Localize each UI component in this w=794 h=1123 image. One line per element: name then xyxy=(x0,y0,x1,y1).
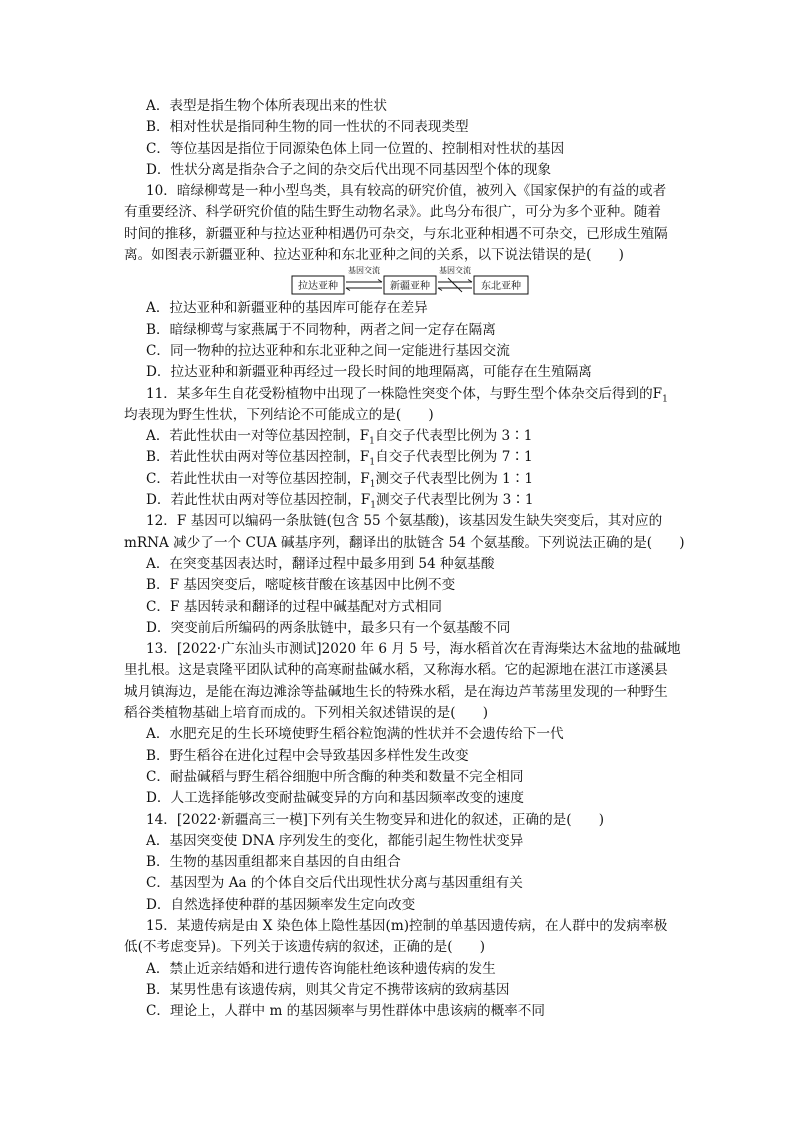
q15-stem-line-1: 15．某遗传病是由 X 染色体上隐性基因(m)控制的单基因遗传病，在人群中的发病率极 xyxy=(146,917,668,934)
question-9 xyxy=(124,96,670,181)
q12-stem-line-1: 12．F 基因可以编码一条肽链(包含 55 个氨基酸)，该基因发生缺失突变后，其对应的 xyxy=(146,513,663,530)
q10-stem-line-4: 离。如图表示新疆亚种、拉达亚种和东北亚种之间的关系，以下说法错误的是( ) xyxy=(124,247,624,264)
question-11 xyxy=(124,384,670,512)
q11-stem-line-2: 均表现为野生性状，下列结论不可能成立的是( ) xyxy=(124,406,434,423)
question-14 xyxy=(124,810,670,916)
q15-stem-line-2: 低(不考虑变异)。下列关于该遗传病的叙述，正确的是( ) xyxy=(124,939,486,956)
q13-option-c: C．耐盐碱稻与野生稻谷细胞中所含酶的种类和数量不完全相同 xyxy=(146,768,524,785)
question-13 xyxy=(124,639,681,809)
gene-flow-label-1: 基因交流 xyxy=(348,266,380,276)
q9-option-a: A．表型是指生物个体所表现出来的性状 xyxy=(146,98,387,114)
q12-stem-line-2: mRNA 减少了一个 CUA 碱基序列，翻译出的肽链含 54 个氨基酸。下列说法正确的是( ) xyxy=(124,534,685,551)
q9-option-b: B．相对性状是指同种生物的同一性状的不同表现类型 xyxy=(146,119,469,136)
q13-option-b: B．野生稻谷在进化过程中会导致基因多样性发生改变 xyxy=(146,747,469,764)
q10-option-d: D．拉达亚种和新疆亚种再经过一段长时间的地理隔离，可能存在生殖隔离 xyxy=(146,364,592,381)
q10-option-a: A．拉达亚种和新疆亚种的基因库可能存在差异 xyxy=(146,300,428,317)
gene-flow-label-2: 基因交流 xyxy=(439,266,471,276)
q13-stem-line-1: 13．[2022·广东汕头市测试]2020 年 6 月 5 号，海水稻首次在青海柴达木盆地的盐碱地 xyxy=(146,641,681,658)
q15-option-b: B．某男性患有该遗传病，则其父肯定不携带该病的致病基因 xyxy=(146,981,510,998)
q13-stem-line-2: 里扎根。这是袁隆平团队试种的高寒耐盐碱水稻，又称海水稻。它的起源地在湛江市遂溪县 xyxy=(124,662,668,679)
double-arrow-icon xyxy=(346,280,382,291)
q12-option-d: D．突变前后所编码的两条肽链中，最多只有一个氨基酸不同 xyxy=(146,619,511,636)
question-15 xyxy=(124,916,670,1022)
q14-option-b: B．生物的基因重组都来自基因的自由组合 xyxy=(146,854,401,871)
q13-stem-line-3: 城月镇海边，是能在海边滩涂等盐碱地生长的特殊水稻，是在海边芦苇荡里发现的一种野生 xyxy=(124,683,668,700)
q15-option-a: A．禁止近亲结婚和进行遗传咨询能杜绝该种遗传病的发生 xyxy=(146,960,496,977)
question-list xyxy=(124,96,685,1022)
q11-option-c: C．若此性状由一对等位基因控制，$F_1$测交子代表型比例为 1∶1 xyxy=(146,470,534,490)
box-xinjiang-label: 新疆亚种 xyxy=(390,281,430,293)
q14-option-d: D．自然选择使种群的基因频率发生定向改变 xyxy=(146,896,416,913)
q13-option-d: D．人工选择能够改变耐盐碱变异的方向和基因频率改变的速度 xyxy=(146,790,524,807)
question-12 xyxy=(124,511,685,639)
q13-stem-line-4: 稻谷类植物基础上培育而成的。下列相关叙述错误的是( ) xyxy=(124,705,489,722)
q12-option-b: B．F 基因突变后，嘧啶核苷酸在该基因中比例不变 xyxy=(146,577,456,594)
q9-option-c: C．等位基因是指位于同源染色体上同一位置的、控制相对性状的基因 xyxy=(146,140,565,157)
q11-option-b: B．若此性状由两对等位基因控制，$F_1$自交子代表型比例为 7∶1 xyxy=(146,449,533,469)
q12-option-a: A．在突变基因表达时，翻译过程中最多用到 54 种氨基酸 xyxy=(146,555,495,572)
q10-option-b: B．暗绿柳莺与家燕属于不同物种，两者之间一定存在隔离 xyxy=(146,321,496,338)
q14-option-a: A．基因突变使 DNA 序列发生的变化，都能引起生物性状变异 xyxy=(146,832,524,849)
q15-option-c: C．理论上，人群中 m 的基因频率与男性群体中患该病的概率不同 xyxy=(146,1003,545,1020)
q10-diagram-svg xyxy=(290,266,530,298)
q13-option-a: A．水肥充足的生长环境使野生稻谷粒饱满的性状并不会遗传给下一代 xyxy=(146,726,564,743)
q14-option-c: C．基因型为 Aa 的个体自交后代出现性状分离与基因重组有关 xyxy=(146,875,523,892)
q9-option-d: D．性状分离是指杂合子之间的杂交后代出现不同基因型个体的现象 xyxy=(146,161,552,178)
q14-stem-line-1: 14．[2022·新疆高三一模]下列有关生物变异和进化的叙述，正确的是( ) xyxy=(146,811,605,828)
q11-stem-line-1: 11．某多年生自花受粉植物中出现了一株隐性突变个体，与野生型个体杂交后得到的$F_1$ xyxy=(146,385,668,405)
q10-stem-line-1: 10．暗绿柳莺是一种小型鸟类，具有较高的研究价值，被列入《国家保护的有益的或者 xyxy=(146,183,667,200)
q11-option-a: A．若此性状由一对等位基因控制，$F_1$自交子代表型比例为 3∶1 xyxy=(146,428,533,447)
q12-option-c: C．F 基因转录和翻译的过程中碱基配对方式相同 xyxy=(146,598,443,615)
question-10 xyxy=(124,181,670,383)
box-lada-label: 拉达亚种 xyxy=(298,281,338,293)
q10-stem-line-3: 时间的推移，新疆亚种与拉达亚种相遇仍可杂交，与东北亚种相遇不可杂交，已形成生殖隔 xyxy=(124,225,668,242)
q10-subspecies-diagram xyxy=(124,266,670,298)
q10-stem-line-2: 有重要经济、科学研究价值的陆生野生动物名录》。此鸟分布很广，可分为多个亚种。随着 xyxy=(124,204,661,221)
box-dongbei-label: 东北亚种 xyxy=(481,281,521,293)
blocked-arrow-icon xyxy=(438,278,472,292)
q11-option-d: D．若此性状由两对等位基因控制，$F_1$测交子代表型比例为 3∶1 xyxy=(146,492,534,511)
q10-option-c: C．同一物种的拉达亚种和东北亚种之间一定能进行基因交流 xyxy=(146,342,510,359)
